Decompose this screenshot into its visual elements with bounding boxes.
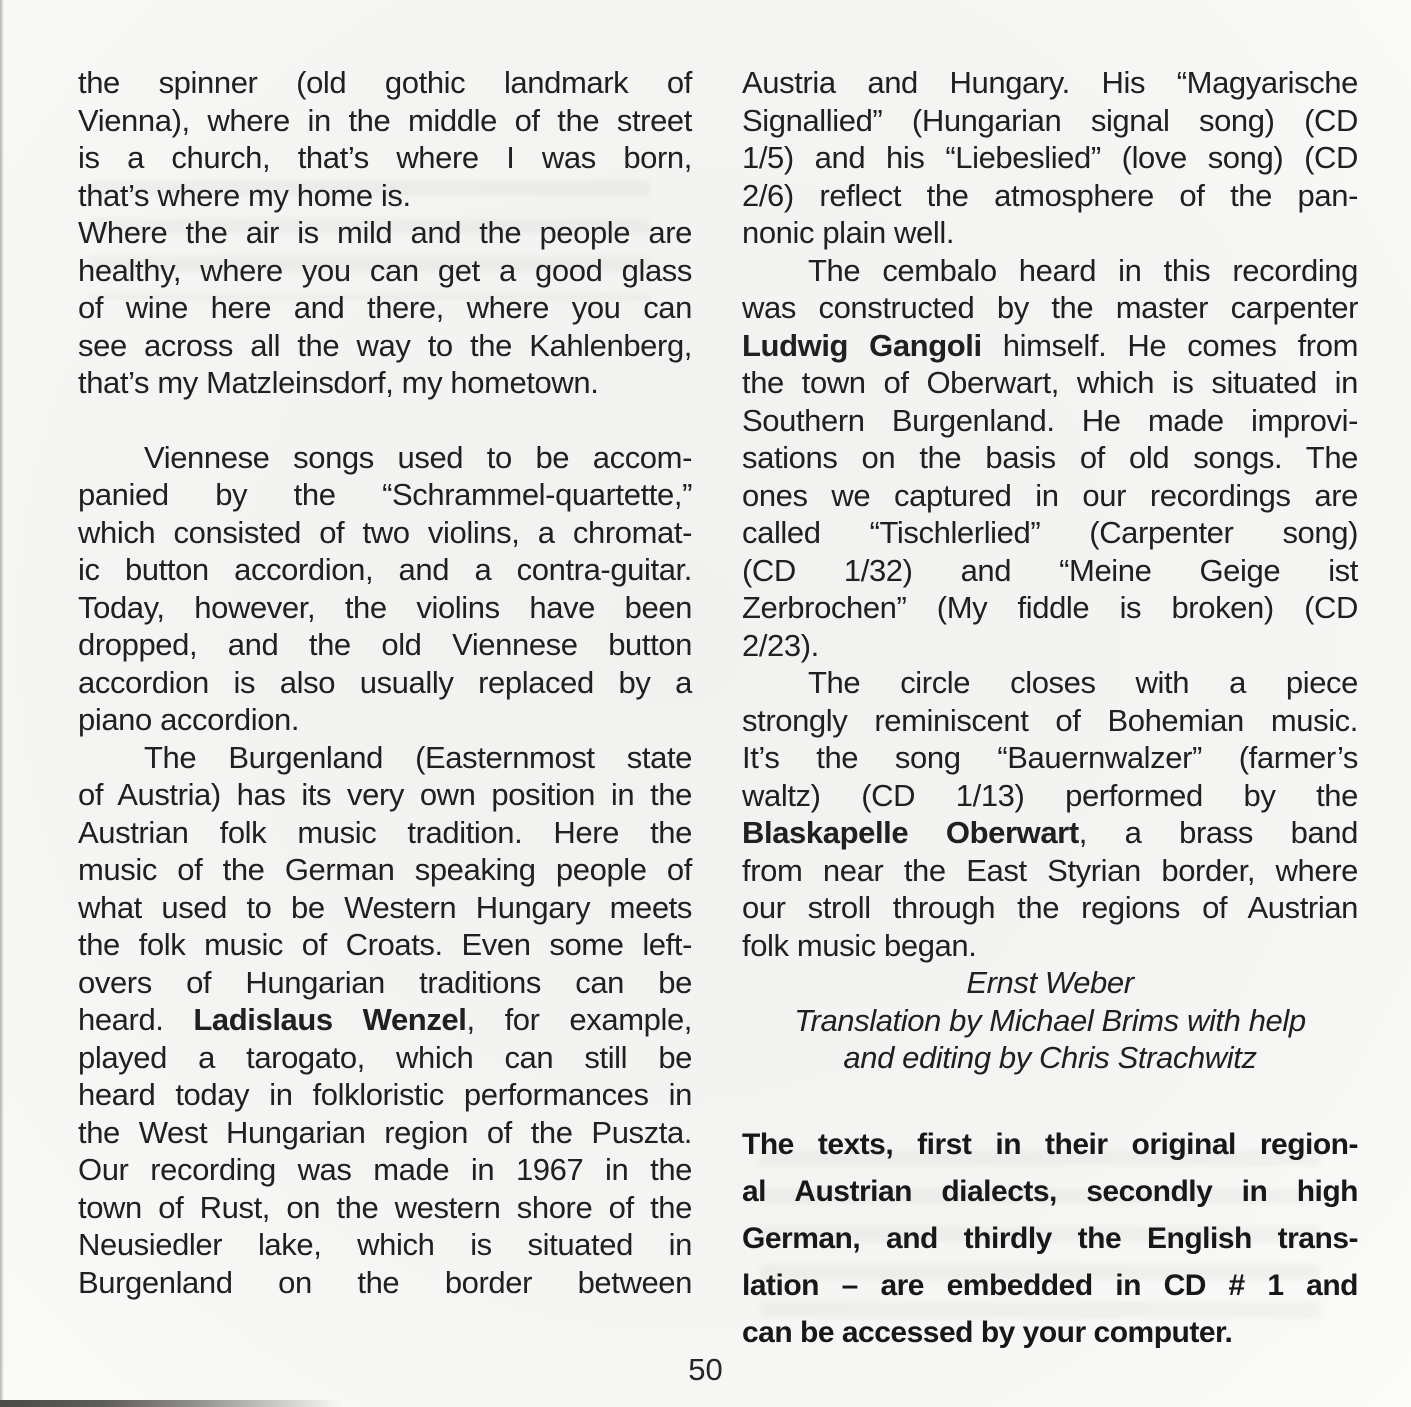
text-line: ic button accordion, and a contra-guitar. <box>78 552 692 587</box>
text-line: Ernst Weber <box>966 965 1134 1000</box>
text-line: is a church, that’s where I was born, <box>78 140 692 175</box>
text-line: Our recording was made in 1967 in the <box>78 1152 692 1187</box>
text-line: played a tarogato, which can still be <box>78 1039 692 1075</box>
text-line: the folk music of Croats. Even some left- <box>78 927 692 962</box>
text-line: The texts, first in their original region- <box>742 1127 1358 1161</box>
text-line: town of Rust, on the western shore of the <box>78 1189 692 1225</box>
text-line: (CD 1/32) and “Meine Geige ist <box>742 552 1358 588</box>
scan-bottom-artifact <box>0 1400 340 1407</box>
text-line: strongly reminiscent of Bohemian music. <box>742 702 1358 738</box>
text-line: Translation by Michael Brims with help <box>794 1002 1306 1038</box>
text-line: of wine here and there, where you can <box>78 290 692 325</box>
text-line: panied by the “Schrammel-quartette,” <box>78 477 692 512</box>
text-line: the spinner (old gothic landmark of <box>78 65 692 100</box>
text-line: folk music began. <box>742 927 977 963</box>
text-line: heard. Ladislaus Wenzel, for example, <box>78 1002 692 1037</box>
text-line: Southern Burgenland. He made improvi- <box>742 402 1358 438</box>
text-line: Ludwig Gangoli himself. He comes from <box>742 327 1358 363</box>
text-line: piano accordion. <box>78 702 300 737</box>
text-line: the town of Oberwart, which is situated in <box>742 365 1358 400</box>
paragraph <box>78 739 692 1302</box>
text-line: The circle closes with a piece <box>808 665 1358 700</box>
text-line: Vienna), where in the middle of the street <box>78 102 692 138</box>
text-line: The cembalo heard in this recording <box>808 252 1358 288</box>
text-line: Where the air is mild and the people are <box>78 215 692 250</box>
text-line: our stroll through the regions of Austrian <box>742 890 1358 925</box>
text-line: accordion is also usually replaced by a <box>78 664 692 700</box>
text-line: al Austrian dialects, secondly in high <box>742 1174 1358 1208</box>
text-line: was constructed by the master carpenter <box>742 290 1358 325</box>
text-line: Viennese songs used to be accom- <box>144 439 692 475</box>
text-line: which consisted of two violins, a chromat- <box>78 514 692 550</box>
paragraph <box>742 252 1358 665</box>
text-line: heard today in folkloristic performances in <box>78 1077 692 1112</box>
paragraph <box>78 64 692 214</box>
scan-edge-shadow <box>0 0 4 1407</box>
text-line: the West Hungarian region of the Puszta. <box>78 1114 692 1150</box>
column-right <box>742 64 1358 1356</box>
text-line: nonic plain well. <box>742 215 955 250</box>
text-line: Blaskapelle Oberwart, a brass band <box>742 815 1358 850</box>
text-line: can be accessed by your computer. <box>742 1315 1233 1349</box>
text-line: 1/5) and his “Liebeslied” (love song) (CD <box>742 140 1358 175</box>
text-line: lation – are embedded in CD # 1 and <box>742 1268 1358 1302</box>
text-line: waltz) (CD 1/13) performed by the <box>742 777 1358 813</box>
column-left <box>78 64 692 1301</box>
text-line: healthy, where you can get a good glass <box>78 252 692 288</box>
text-line: Neusiedler lake, which is situated in <box>78 1227 692 1262</box>
text-line: dropped, and the old Viennese button <box>78 627 692 662</box>
text-line: Today, however, the violins have been <box>78 589 692 625</box>
text-line: what used to be Western Hungary meets <box>78 889 692 925</box>
text-line: that’s my Matzleinsdorf, my hometown. <box>78 365 599 400</box>
paragraph <box>742 64 1358 252</box>
text-line: Austria and Hungary. His “Magyarische <box>742 65 1358 100</box>
text-line: overs of Hungarian traditions can be <box>78 964 692 1000</box>
text-line: of Austria) has its very own position in the <box>78 777 692 812</box>
text-line: It’s the song “Bauernwalzer” (farmer’s <box>742 740 1358 775</box>
page-number: 50 <box>688 1352 723 1387</box>
paragraph <box>742 964 1358 1077</box>
text-line: Burgenland on the border between <box>78 1264 692 1300</box>
text-line: Austrian folk music tradition. Here the <box>78 814 692 850</box>
text-line: called “Tischlerlied” (Carpenter song) <box>742 515 1358 550</box>
text-line: ones we captured in our recordings are <box>742 477 1358 513</box>
text-line: Signallied” (Hungarian signal song) (CD <box>742 102 1358 138</box>
paragraph <box>78 439 692 739</box>
paragraph <box>78 214 692 402</box>
text-line: Zerbrochen” (My fiddle is broken) (CD <box>742 590 1358 625</box>
text-line: music of the German speaking people of <box>78 852 692 887</box>
text-line: from near the East Styrian border, where <box>742 852 1358 888</box>
text-line: see across all the way to the Kahlenberg, <box>78 327 692 363</box>
text-line: 2/6) reflect the atmosphere of the pan- <box>742 177 1358 213</box>
text-line: that’s where my home is. <box>78 177 411 213</box>
paragraph <box>742 664 1358 964</box>
text-line: and editing by Chris Strachwitz <box>843 1040 1257 1075</box>
text-line: The Burgenland (Easternmost state <box>144 739 692 775</box>
paragraph <box>742 1121 1358 1356</box>
text-line: German, and thirdly the English trans- <box>742 1221 1358 1255</box>
text-line: 2/23). <box>742 627 819 663</box>
text-line: sations on the basis of old songs. The <box>742 440 1358 475</box>
